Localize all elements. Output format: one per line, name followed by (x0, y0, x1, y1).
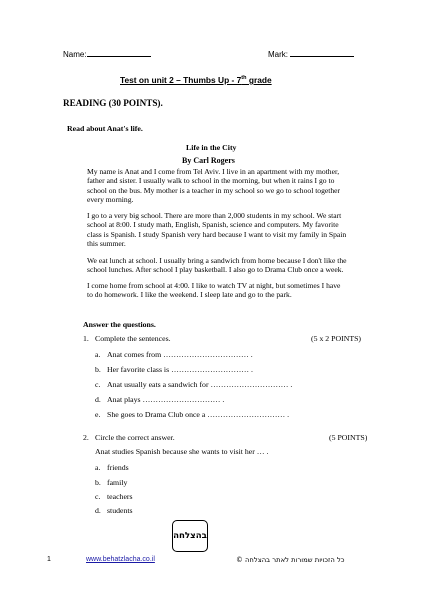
question-1-item-d[interactable]: d. Anat plays ………………………… . (95, 395, 225, 404)
question-2-number: 2. (83, 433, 89, 442)
site-logo (172, 520, 208, 552)
article-paragraph-2: I go to a very big school. There are more than 2,000 students in my school. We start school at 8:00. I study math, English, Spanish, science and computers. My favorite class is Spanish. I study Spanish very hard because I want to visit my family in Spain this summer. (87, 211, 347, 249)
question-1-item-a[interactable]: a. Anat comes from …………………………… . (95, 350, 253, 359)
question-1 (83, 334, 171, 343)
question-1-number: 1. (83, 334, 89, 343)
question-2-stem: Anat studies Spanish because she wants to visit her … . (95, 447, 269, 456)
question-1-item-e[interactable]: e. She goes to Drama Club once a ………………………… . (95, 410, 290, 419)
question-1-item-c[interactable]: c. Anat usually eats a sandwich for ………………………… . (95, 380, 293, 389)
question-1-points: (5 x 2 POINTS) (311, 334, 362, 343)
name-label: Name: (63, 50, 87, 59)
mark-blank[interactable] (290, 56, 354, 57)
reading-instruction: Read about Anat's life. (67, 124, 143, 133)
article-title: Life in the City (186, 143, 237, 152)
mark-field[interactable] (268, 50, 354, 59)
question-2-points: (5 POINTS) (329, 433, 368, 442)
question-2-option-a[interactable]: a. friends (95, 463, 129, 472)
question-2-option-d[interactable]: d. students (95, 506, 133, 515)
question-2-option-b[interactable]: b. family (95, 478, 128, 487)
question-2-option-c[interactable]: c. teachers (95, 492, 133, 501)
article-author: By Carl Rogers (182, 156, 235, 165)
name-field[interactable] (63, 50, 151, 59)
name-blank[interactable] (87, 56, 151, 57)
site-url-link[interactable]: www.behatzlacha.co.il (86, 556, 155, 563)
reading-heading: READING (30 POINTS). (63, 98, 163, 108)
site-logo-text: בהצלחה (173, 531, 207, 541)
mark-label: Mark: (268, 50, 288, 59)
page-number: 1 (47, 556, 51, 563)
question-1-item-b[interactable]: b. Her favorite class is ………………………… . (95, 365, 253, 374)
question-2 (83, 433, 175, 442)
article-paragraph-4: I come home from school at 4:00. I like to watch TV at night, but sometimes I have to do homework. I like the weekend. I sleep late and go to the park. (87, 281, 341, 300)
copyright-text: כל הזכויות שמורות לאתר בהצלחה © (236, 556, 345, 564)
question-2-text: Circle the correct answer. (95, 433, 175, 442)
article-paragraph-1: My name is Anat and I come from Tel Aviv. I live in an apartment with my mother, father and sister. I usually walk to school in the morning, but when it rains I go to school on the bus. My mother is a teacher in my school so we go to school together every morning. (87, 167, 341, 205)
question-1-text: Complete the sentences. (95, 334, 171, 343)
questions-heading: Answer the questions. (83, 320, 156, 329)
article-paragraph-3: We eat lunch at school. I usually bring a sandwich from home because I don't like the school lunches. After school I play basketball. I also go to Drama Club once a week. (87, 256, 347, 275)
test-title: Test on unit 2 – Thumbs Up - 7th grade (120, 75, 272, 85)
